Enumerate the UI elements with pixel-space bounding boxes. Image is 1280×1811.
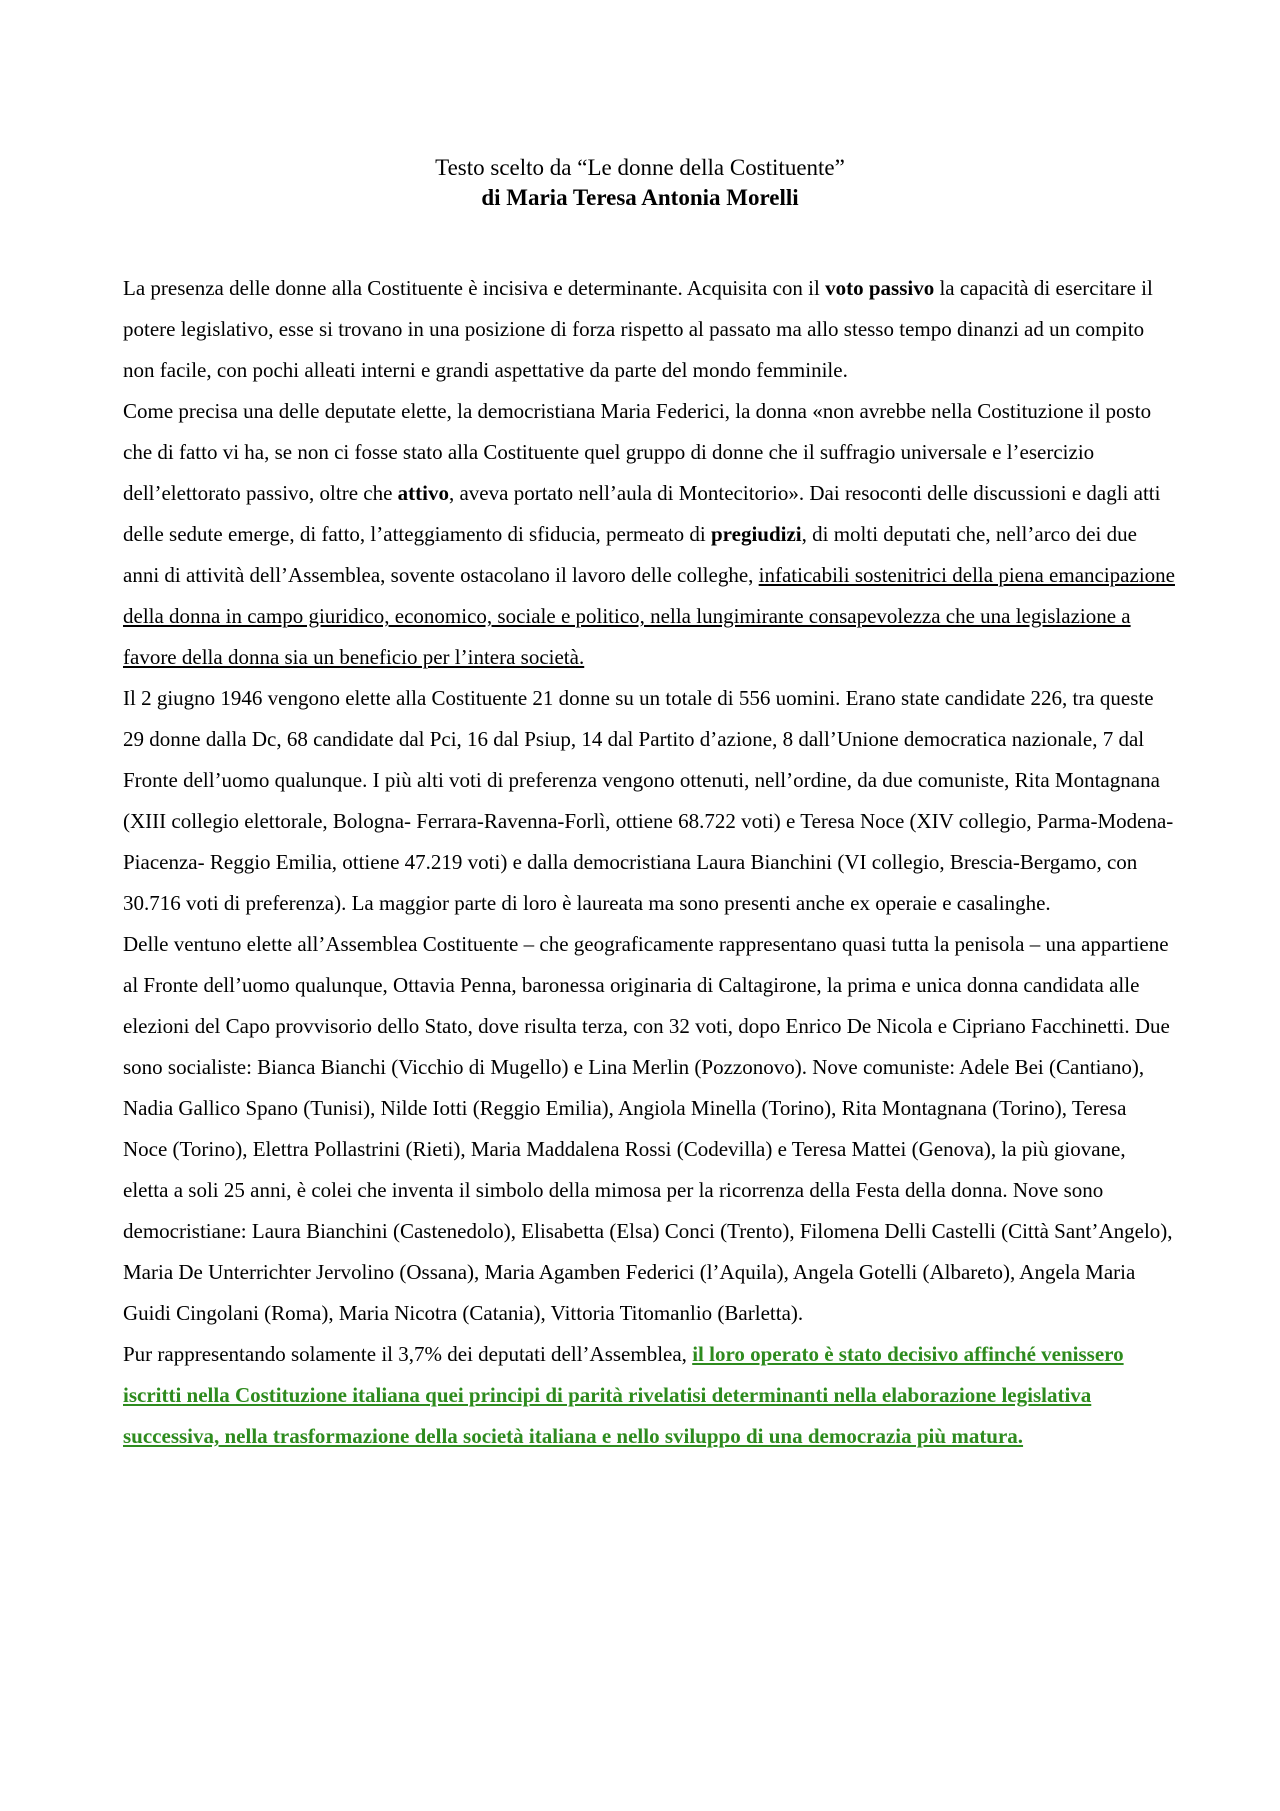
paragraph-3: Il 2 giugno 1946 vengono elette alla Costituente 21 donne su un totale di 556 uomini. Erano state candidate 226, tra queste 29 donne dalla Dc, 68 candidate dal Pci, 16 dal Psiup, 14 dal Partito d’azione, 8 dall’Unione democratica nazionale, 7 dal Fronte dell’uomo qualunque. I più alti voti di preferenza vengono ottenuti, nell’ordine, da due comuniste, Rita Montagnana (XIII collegio elettorale, Bologna- Ferrara-Ravenna-Forlì, ottiene 68.722 voti) e Teresa Noce (XIV collegio, Parma-Modena-Piacenza- Reggio Emilia, ottiene 47.219 voti) e dalla democristiana Laura Bianchini (VI collegio, Brescia-Bergamo, con 30.716 voti di preferenza). La maggior parte di loro è laureata ma sono presenti anche ex operaie e casalinghe. bbox=[123, 686, 1174, 915]
paragraph-5-text-a: Pur rappresentando solamente il 3,7% dei deputati dell’Assemblea, bbox=[123, 1342, 693, 1366]
paragraph-1-text-a: La presenza delle donne alla Costituente è incisiva e determinante. Acquisita con il bbox=[123, 276, 826, 300]
paragraph-4: Delle ventuno elette all’Assemblea Costituente – che geograficamente rappresentano quasi tutta la penisola – una appartiene al Fronte dell’uomo qualunque, Ottavia Penna, baronessa originaria di Caltagirone, la prima e unica donna candidata alle elezioni del Capo provvisorio dello Stato, dove risulta terza, con 32 voti, dopo Enrico De Nicola e Cipriano Facchinetti. Due sono socialiste: Bianca Bianchi (Vicchio di Mugello) e Lina Merlin (Pozzonovo). Nove comuniste: Adele Bei (Cantiano), Nadia Gallico Spano (Tunisi), Nilde Iotti (Reggio Emilia), Angiola Minella (Torino), Rita Montagnana (Torino), Teresa Noce (Torino), Elettra Pollastrini (Rieti), Maria Maddalena Rossi (Codevilla) e Teresa Mattei (Genova), la più giovane, eletta a soli 25 anni, è colei che inventa il simbolo della mimosa per la ricorrenza della Festa della donna. Nove sono democristiane: Laura Bianchini (Castenedolo), Elisabetta (Elsa) Conci (Trento), Filomena Delli Castelli (Città Sant’Angelo), Maria De Unterrichter Jervolino (Ossana), Maria Agamben Federici (l’Aquila), Angela Gotelli (Albareto), Angela Maria Guidi Cingolani (Roma), Maria Nicotra (Catania), Vittoria Titomanlio (Barletta). bbox=[123, 932, 1173, 1325]
document-header bbox=[0, 153, 1280, 213]
document-title: Testo scelto da “Le donne della Costituente” bbox=[435, 155, 845, 180]
paragraph-2-text-a: Come precisa una delle deputate elette, la democristiana Maria Federici, la donna «non avrebbe nella Costituzione il posto che di fatto vi ha, se non ci fosse stato alla Costituente quel gruppo di donne che il suffragio universale e l’esercizio dell’elettorato passivo, oltre che bbox=[123, 399, 1152, 505]
bold-term-attivo: attivo bbox=[397, 481, 449, 505]
paragraph-1 bbox=[123, 268, 1175, 391]
paragraph-2 bbox=[123, 391, 1175, 678]
green-highlighted-passage: il loro operato è stato decisivo affinché venissero iscritti nella Costituzione italiana quei principi di parità rivelatisi determinanti nella elaborazione legislativa successiva, nella trasformazione della società italiana e nello sviluppo di una democrazia più matura. bbox=[123, 1342, 1124, 1448]
document-body bbox=[123, 268, 1175, 1457]
document-author: di Maria Teresa Antonia Morelli bbox=[481, 185, 799, 210]
bold-term-voto-passivo: voto passivo bbox=[825, 276, 935, 300]
paragraph-5 bbox=[123, 1334, 1175, 1457]
paragraph-2-text-e: , di molti deputati che, nell’arco dei due anni di attività dell’Assemblea, sovente ostacolano il lavoro delle colleghe, bbox=[123, 522, 1137, 587]
bold-term-pregiudizi: pregiudizi bbox=[711, 522, 802, 546]
paragraph-1-text-c: la capacità di esercitare il potere legislativo, esse si trovano in una posizione di forza rispetto al passato ma allo stesso tempo dinanzi ad un compito non facile, con pochi alleati interni e grandi aspettative da parte del mondo femminile. bbox=[123, 276, 1153, 382]
paragraph-2-text-c: , aveva portato nell’aula di Montecitorio». Dai resoconti delle discussioni e dagli atti delle sedute emerge, di fatto, l’atteggiamento di sfiducia, permeato di bbox=[123, 481, 1161, 546]
underlined-passage: infaticabili sostenitrici della piena emancipazione della donna in campo giuridico, economico, sociale e politico, nella lungimirante consapevolezza che una legislazione a favore della donna sia un beneficio per l’intera società. bbox=[123, 563, 1175, 669]
